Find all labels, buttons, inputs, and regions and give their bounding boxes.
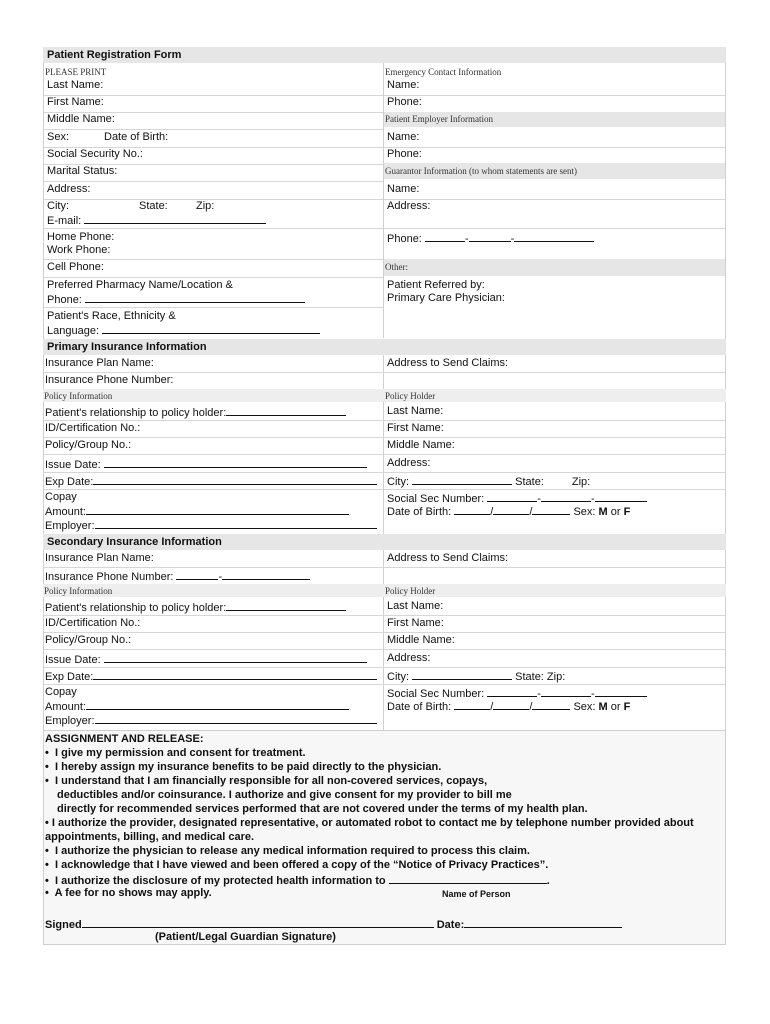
secondary-phone-field[interactable]: Insurance Phone Number: - [45, 569, 310, 584]
row-rule [44, 277, 383, 278]
primary-issue-field[interactable] [45, 457, 367, 472]
emergency-header: Emergency Contact Information [385, 67, 502, 77]
row-rule [44, 667, 725, 668]
primary-ph-dob-label: Date of Birth: [387, 506, 452, 518]
secondary-phone-label: Insurance Phone Number: [45, 571, 174, 583]
row-rule [384, 95, 725, 96]
marital-label: Marital Status: [47, 165, 118, 177]
release-item-5-text: I authorize the physician to release any medical information required to process this claim. [54, 845, 530, 857]
city-label: City: [47, 200, 69, 212]
address-label: Address: [47, 183, 91, 195]
secondary-exp-field[interactable] [45, 669, 377, 684]
middle-name-label: Middle Name: [47, 113, 115, 125]
secondary-amount-label: Amount: [45, 701, 86, 713]
dob-label: Date of Birth: [104, 131, 169, 143]
primary-employer-field[interactable] [45, 518, 377, 533]
pharmacy-phone-label: Phone: [47, 294, 82, 306]
employer-name-label: Name: [387, 131, 420, 143]
row-rule [44, 129, 383, 130]
release-item-7[interactable]: • I authorize the disclosure of my protected health information to . [45, 875, 550, 887]
secondary-group-label: Policy/Group No.: [45, 634, 132, 646]
emergency-phone-label: Phone: [387, 96, 422, 108]
release-item-3-cont2: directly for recommended services performed that are not covered under the terms of my health plan. [57, 803, 588, 815]
primary-employer-label: Employer: [45, 520, 95, 532]
secondary-ph-dob-label: Date of Birth: [387, 701, 452, 713]
last-name-label: Last Name: [47, 79, 104, 91]
secondary-sex-or: or [610, 701, 621, 713]
primary-ph-first-label: First Name: [387, 422, 444, 434]
secondary-ph-middle-label: Middle Name: [387, 634, 455, 646]
other-header: Other: [385, 262, 408, 272]
work-phone-label: Work Phone: [47, 244, 111, 256]
row-rule [44, 684, 725, 685]
secondary-ph-ssn-field[interactable]: Social Sec Number: - - [387, 686, 647, 701]
row-rule [44, 420, 725, 421]
primary-ph-ssn-field[interactable]: Social Sec Number: - - [387, 491, 647, 506]
primary-ph-dob-field[interactable]: Date of Birth: / / Sex: M or F [387, 506, 631, 518]
secondary-exp-label: Exp Date: [45, 671, 94, 683]
guarantor-name-label: Name: [387, 183, 420, 195]
row-rule [44, 181, 383, 182]
secondary-issue-label: Issue Date: [45, 654, 101, 666]
release-item-4-text: I authorize the provider, designated representative, or automated robot to contact me by telephone number provided about [51, 817, 694, 829]
secondary-ph-city-field[interactable] [387, 669, 565, 684]
ssn-label: Social Security No.: [47, 148, 143, 160]
release-item-4: • I authorize the provider, designated representative, or automated robot to contact me by telephone number provided about [45, 817, 694, 829]
release-item-6-text: I acknowledge that I have viewed and been offered a copy of the “Notice of Privacy Practices”. [54, 859, 549, 871]
guarantor-header: Guarantor Information (to whom statements are sent) [385, 166, 577, 176]
secondary-ph-state-zip-label: State: Zip: [515, 671, 566, 683]
secondary-ph-sex-label: Sex: [573, 701, 596, 713]
primary-ph-city-field[interactable] [387, 474, 590, 489]
language-field[interactable] [47, 323, 320, 338]
primary-phone-label: Insurance Phone Number: [45, 374, 174, 386]
primary-ph-state-label: State: [515, 476, 544, 488]
primary-sex-m[interactable]: M [598, 506, 608, 518]
sex-label: Sex: [47, 131, 70, 143]
row-rule [44, 437, 725, 438]
release-item-8-text: A fee for no shows may apply. [54, 887, 212, 899]
secondary-claims-label: Address to Send Claims: [387, 552, 509, 564]
assignment-release-box [43, 730, 726, 945]
release-item-1: • I give my permission and consent for treatment. [45, 747, 306, 759]
release-item-1-text: I give my permission and consent for treatment. [54, 747, 306, 759]
row-rule [44, 454, 725, 455]
primary-ph-zip-label: Zip: [571, 476, 591, 488]
secondary-ph-dob-field[interactable]: Date of Birth: / / Sex: M or F [387, 701, 631, 713]
please-print: PLEASE PRINT [45, 67, 107, 77]
release-item-2: • I hereby assign my insurance benefits to be paid directly to the physician. [45, 761, 442, 773]
pharmacy-label: Preferred Pharmacy Name/Location & [47, 279, 233, 291]
primary-ph-city-label: City: [387, 476, 409, 488]
guarantor-phone-label: Phone: [387, 233, 422, 245]
release-item-3-cont: deductibles and/or coinsurance. I authorize and give consent for my provider to bill me [57, 789, 512, 801]
release-item-8: • A fee for no shows may apply. [45, 887, 212, 899]
cell-phone-label: Cell Phone: [47, 261, 104, 273]
date-label: Date: [436, 919, 465, 931]
secondary-employer-field[interactable] [45, 713, 377, 728]
guarantor-phone-field[interactable]: Phone: - - [387, 231, 594, 246]
first-name-label: First Name: [47, 96, 104, 108]
column-divider-secondary [383, 550, 384, 730]
secondary-issue-field[interactable] [45, 652, 367, 667]
home-phone-label: Home Phone: [47, 231, 115, 243]
primary-header: Primary Insurance Information [47, 341, 207, 353]
primary-policy-holder: Policy Holder [385, 391, 436, 401]
release-item-3-text: I understand that I am financially responsible for all non-covered services, copays, [54, 775, 488, 787]
row-rule [44, 567, 725, 568]
row-rule [44, 228, 383, 229]
secondary-header: Secondary Insurance Information [47, 536, 222, 548]
emergency-name-label: Name: [387, 79, 420, 91]
secondary-policy-info: Policy Information [44, 586, 113, 596]
signature-field[interactable] [45, 917, 622, 932]
primary-ph-last-label: Last Name: [387, 405, 444, 417]
primary-policy-info: Policy Information [44, 391, 113, 401]
primary-relationship-field[interactable] [45, 405, 346, 420]
email-label: E-mail: [47, 215, 82, 227]
signed-label: Signed [45, 919, 82, 931]
row-rule [44, 259, 383, 260]
row-rule [44, 472, 725, 473]
registration-form [43, 47, 726, 947]
primary-amount-field[interactable] [45, 504, 349, 519]
primary-claims-label: Address to Send Claims: [387, 357, 509, 369]
other-band [384, 259, 725, 276]
release-item-3: • I understand that I am financially responsible for all non-covered services, copays, [45, 775, 488, 787]
secondary-ph-ssn-label: Social Sec Number: [387, 688, 485, 700]
secondary-ph-last-label: Last Name: [387, 600, 444, 612]
row-rule [44, 649, 725, 650]
release-item-2-text: I hereby assign my insurance benefits to be paid directly to the physician. [54, 761, 442, 773]
primary-ph-address-label: Address: [387, 457, 431, 469]
primary-copay-label: Copay [45, 491, 77, 503]
release-item-5: • I authorize the physician to release any medical information required to process this claim. [45, 845, 530, 857]
employer-header: Patient Employer Information [385, 114, 493, 124]
pcp-label: Primary Care Physician: [387, 292, 505, 304]
row-rule [44, 615, 725, 616]
referred-by-label: Patient Referred by: [387, 279, 485, 291]
name-of-person-caption: Name of Person [442, 889, 511, 899]
row-rule [44, 372, 725, 373]
primary-plan-label: Insurance Plan Name: [45, 357, 154, 369]
row-rule [44, 489, 725, 490]
primary-sex-or: or [610, 506, 621, 518]
row-rule [384, 199, 725, 200]
primary-sex-f[interactable]: F [623, 506, 631, 518]
language-label: Language: [47, 325, 99, 337]
secondary-ph-first-label: First Name: [387, 617, 444, 629]
guarantor-address-label: Address: [387, 200, 431, 212]
primary-ph-middle-label: Middle Name: [387, 439, 455, 451]
primary-exp-label: Exp Date: [45, 476, 94, 488]
secondary-id-label: ID/Certification No.: [45, 617, 141, 629]
email-field[interactable] [47, 213, 266, 228]
release-item-4-cont: appointments, billing, and medical care. [45, 831, 255, 843]
secondary-sex-m[interactable]: M [598, 701, 608, 713]
secondary-relationship-label: Patient's relationship to policy holder: [45, 602, 227, 614]
primary-ph-ssn-label: Social Sec Number: [387, 493, 485, 505]
secondary-copay-label: Copay [45, 686, 77, 698]
row-rule [44, 632, 725, 633]
column-divider-primary [383, 355, 384, 535]
secondary-plan-label: Insurance Plan Name: [45, 552, 154, 564]
primary-amount-label: Amount: [45, 506, 86, 518]
secondary-ph-address-label: Address: [387, 652, 431, 664]
release-item-6: • I acknowledge that I have viewed and been offered a copy of the “Notice of Privacy Practices”. [45, 859, 549, 871]
secondary-sex-f[interactable]: F [623, 701, 631, 713]
primary-relationship-label: Patient's relationship to policy holder: [45, 407, 227, 419]
race-label: Patient's Race, Ethnicity & [47, 310, 176, 322]
primary-exp-field[interactable] [45, 474, 377, 489]
row-rule [384, 228, 725, 229]
state-label: State: [139, 200, 168, 212]
primary-ph-sex-label: Sex: [573, 506, 596, 518]
zip-label: Zip: [196, 200, 215, 212]
primary-group-label: Policy/Group No.: [45, 439, 132, 451]
secondary-relationship-field[interactable] [45, 600, 346, 615]
secondary-employer-label: Employer: [45, 715, 95, 727]
secondary-amount-field[interactable] [45, 699, 349, 714]
release-title: ASSIGNMENT AND RELEASE: [45, 733, 204, 745]
employer-phone-label: Phone: [387, 148, 422, 160]
signature-caption: (Patient/Legal Guardian Signature) [155, 931, 336, 943]
release-item-7-text: I authorize the disclosure of my protected health information to [54, 875, 386, 887]
primary-id-label: ID/Certification No.: [45, 422, 141, 434]
primary-issue-label: Issue Date: [45, 459, 101, 471]
row-rule [44, 307, 383, 308]
secondary-ph-city-label: City: [387, 671, 409, 683]
column-divider [383, 63, 384, 338]
row-rule [384, 147, 725, 148]
secondary-policy-holder: Policy Holder [385, 586, 436, 596]
pharmacy-phone-field[interactable] [47, 292, 305, 307]
form-title: Patient Registration Form [47, 49, 182, 61]
